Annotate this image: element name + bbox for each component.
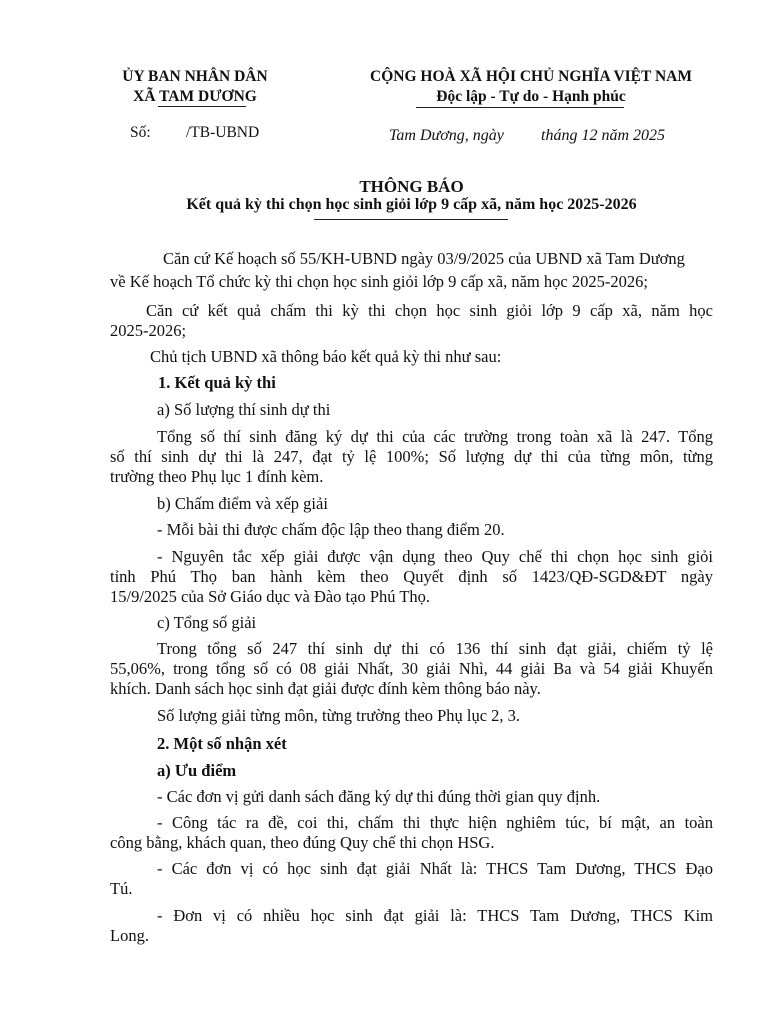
section-heading: 2. Một số nhận xét [157,734,287,753]
paragraph-line: Số lượng giải từng môn, từng trường theo Phụ lục 2, 3. [157,706,521,725]
doc-number: /TB-UBND [186,124,260,141]
paragraph-line: khích. Danh sách học sinh đạt giải được đính kèm thông báo này. [110,679,541,698]
agency-name: ỦY BAN NHÂN DÂN [122,68,268,85]
paragraph-line: về Kế hoạch Tổ chức kỳ thi chọn học sinh giỏi lớp 9 cấp xã, năm học 2025-2026; [110,272,648,291]
national-title: CỘNG HOÀ XÃ HỘI CHỦ NGHĨA VIỆT NAM [370,68,692,85]
title-underline [314,219,508,220]
paragraph-line: 55,06%, trong tổng số có 08 giải Nhất, 30 giải Nhì, 44 giải Ba và 54 giải Khuyến [110,659,713,678]
paragraph-line: Chủ tịch UBND xã thông báo kết quả kỳ thi như sau: [150,347,502,366]
paragraph-line: - Nguyên tắc xếp giải được vận dụng theo Quy chế thi chọn học sinh giỏi [157,547,713,566]
subsection-heading: c) Tổng số giải [157,613,257,632]
paragraph-line: Trong tổng số 247 thí sinh dự thi có 136 thí sinh đạt giải, chiếm tỷ lệ [157,639,713,658]
paragraph-line: - Công tác ra đề, coi thi, chấm thi thực hiện nghiêm túc, bí mật, an toàn [157,813,713,832]
national-motto: Độc lập - Tự do - Hạnh phúc [436,88,626,105]
section-heading: 1. Kết quả kỳ thi [158,373,276,392]
paragraph-line: tỉnh Phú Thọ ban hành kèm theo Quyết định số 1423/QĐ-SGD&ĐT ngày [110,567,713,586]
subsection-heading: a) Ưu điểm [157,761,237,780]
paragraph-line: - Các đơn vị có học sinh đạt giải Nhất là: THCS Tam Dương, THCS Đạo [157,859,713,878]
paragraph-line: - Mỗi bài thi được chấm độc lập theo thang điểm 20. [157,520,505,539]
paragraph-line: số thí sinh dự thi là 247, đạt tỷ lệ 100%; Số lượng dự thi của từng môn, từng [110,447,713,466]
doc-title: THÔNG BÁO [359,177,464,196]
motto-underline [416,107,624,108]
agency-commune: XÃ TAM DƯƠNG [133,88,257,105]
paragraph-line: - Các đơn vị gửi danh sách đăng ký dự thi đúng thời gian quy định. [157,787,601,806]
paragraph-line: trường theo Phụ lục 1 đính kèm. [110,467,324,486]
paragraph-line: Tổng số thí sinh đăng ký dự thi của các trường trong toàn xã là 247. Tổng [157,427,713,446]
doc-number-label: Số: [130,124,151,141]
paragraph-line: Tú. [110,879,133,898]
agency-underline [158,106,246,107]
paragraph-line: Long. [110,926,149,945]
paragraph-line: 2025-2026; [110,321,187,340]
paragraph-line: 15/9/2025 của Sở Giáo dục và Đào tạo Phú Thọ. [110,587,431,606]
place-date-prefix: Tam Dương, ngày [389,127,504,144]
place-date-suffix: tháng 12 năm 2025 [541,127,665,144]
subsection-heading: a) Số lượng thí sinh dự thi [157,400,331,419]
paragraph-line: Căn cứ Kế hoạch số 55/KH-UBND ngày 03/9/2025 của UBND xã Tam Dương [163,249,685,268]
paragraph-line: - Đơn vị có nhiều học sinh đạt giải là: THCS Tam Dương, THCS Kim [157,906,713,925]
paragraph-line: Căn cứ kết quả chấm thi kỳ thi chọn học sinh giỏi lớp 9 cấp xã, năm học [146,301,713,320]
doc-subtitle: Kết quả kỳ thi chọn học sinh giỏi lớp 9 cấp xã, năm học 2025-2026 [186,196,637,213]
paragraph-line: công bằng, khách quan, theo đúng Quy chế thi chọn HSG. [110,833,495,852]
subsection-heading: b) Chấm điểm và xếp giải [157,494,328,513]
